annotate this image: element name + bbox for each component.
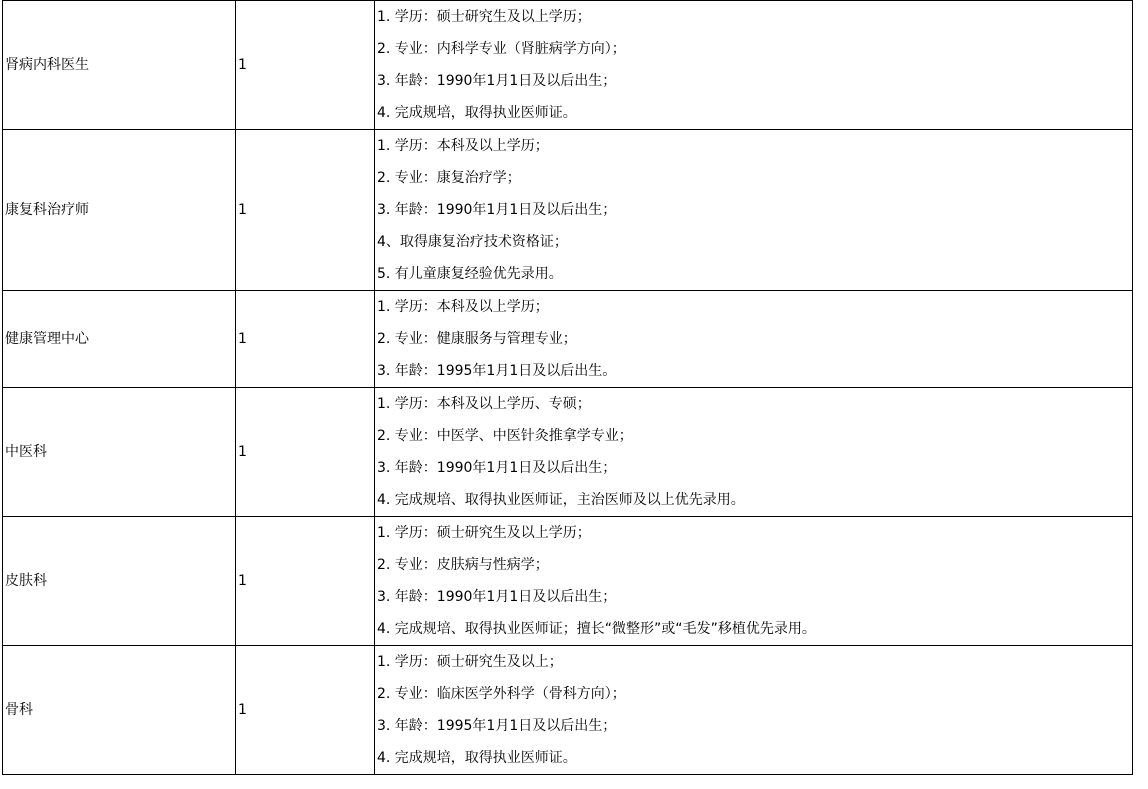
requirement-line: 2. 专业：内科学专业（肾脏病学方向）； [377,41,626,57]
requirement-line: 4. 完成规培、取得执业医师证，主治医师及以上优先录用。 [377,492,745,508]
requirement-line: 1. 学历：硕士研究生及以上； [377,654,563,670]
requirements-cell [375,291,1133,388]
requirement-line: 4. 完成规培，取得执业医师证。 [377,750,577,766]
requirement-line: 1. 学历：硕士研究生及以上学历； [377,525,591,541]
recruitment-table [2,0,1133,775]
requirement-line: 4. 完成规培，取得执业医师证。 [377,105,577,121]
table-row [3,130,1133,291]
department-cell: 健康管理中心 [3,291,236,388]
requirement-line: 1. 学历：硕士研究生及以上学历； [377,9,591,25]
requirement-line: 3. 年龄：1995年1月1日及以后出生。 [377,363,617,379]
requirement-line: 1. 学历：本科及以上学历； [377,138,549,154]
requirement-line: 2. 专业：康复治疗学； [377,170,521,186]
requirements-cell [375,1,1133,130]
requirement-line: 4、取得康复治疗技术资格证； [377,234,568,250]
table-row [3,291,1133,388]
department-cell: 中医科 [3,388,236,517]
requirements-cell [375,130,1133,291]
headcount-cell: 1 [236,1,375,130]
headcount-cell: 1 [236,646,375,775]
department-cell: 皮肤科 [3,517,236,646]
table-row [3,646,1133,775]
requirement-line: 4. 完成规培、取得执业医师证；擅长“微整形”或“毛发”移植优先录用。 [377,621,816,637]
department-cell: 肾病内科医生 [3,1,236,130]
requirement-line: 5. 有儿童康复经验优先录用。 [377,266,563,282]
requirement-line: 3. 年龄：1995年1月1日及以后出生； [377,718,617,734]
department-cell: 康复科治疗师 [3,130,236,291]
requirement-line: 3. 年龄：1990年1月1日及以后出生； [377,73,617,89]
requirement-line: 3. 年龄：1990年1月1日及以后出生； [377,589,617,605]
recruitment-table-body [3,1,1133,775]
headcount-cell: 1 [236,291,375,388]
requirement-line: 2. 专业：健康服务与管理专业； [377,331,577,347]
department-cell: 骨科 [3,646,236,775]
requirement-line: 1. 学历：本科及以上学历、专硕； [377,396,591,412]
requirement-line: 2. 专业：临床医学外科学（骨科方向）； [377,686,626,702]
requirement-line: 3. 年龄：1990年1月1日及以后出生； [377,460,617,476]
requirement-line: 2. 专业：中医学、中医针灸推拿学专业； [377,428,633,444]
headcount-cell: 1 [236,130,375,291]
requirements-cell [375,646,1133,775]
requirements-cell [375,388,1133,517]
table-row [3,388,1133,517]
requirements-cell [375,517,1133,646]
requirement-line: 3. 年龄：1990年1月1日及以后出生； [377,202,617,218]
requirement-line: 1. 学历：本科及以上学历； [377,299,549,315]
headcount-cell: 1 [236,388,375,517]
headcount-cell: 1 [236,517,375,646]
requirement-line: 2. 专业：皮肤病与性病学； [377,557,549,573]
table-row [3,1,1133,130]
table-row [3,517,1133,646]
